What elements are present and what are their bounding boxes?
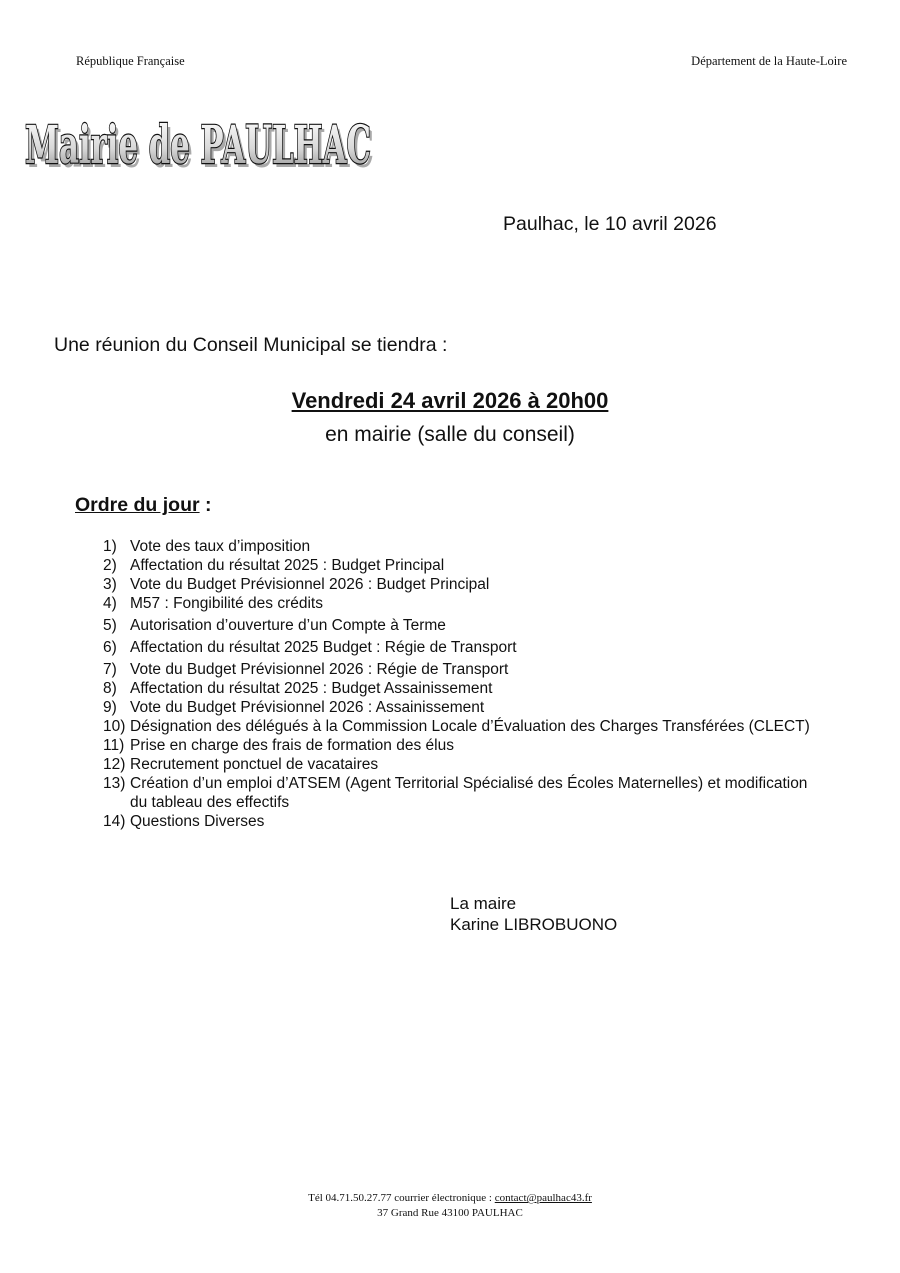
agenda-item bbox=[103, 736, 823, 755]
agenda-item-text: Questions Diverses bbox=[130, 813, 265, 830]
agenda-item-number: 5) bbox=[103, 617, 117, 634]
agenda-item bbox=[103, 537, 823, 556]
meeting-location: en mairie (salle du conseil) bbox=[325, 423, 575, 446]
agenda-item-number: 4) bbox=[103, 595, 117, 612]
agenda-item bbox=[103, 556, 823, 575]
agenda-item-text: Vote du Budget Prévisionnel 2026 : Budget Principal bbox=[130, 576, 490, 593]
agenda-item-number: 1) bbox=[103, 538, 117, 555]
agenda-title-text: Ordre du jour bbox=[75, 494, 200, 516]
agenda-item bbox=[103, 717, 823, 736]
mairie-logo bbox=[14, 103, 376, 185]
agenda-title bbox=[75, 494, 212, 517]
agenda-item-text: Affectation du résultat 2025 Budget : Régie de Transport bbox=[130, 639, 517, 656]
footer-email-link[interactable]: contact@paulhac43.fr bbox=[494, 1192, 592, 1204]
agenda-item-text: Désignation des délégués à la Commission Locale d’Évaluation des Charges Transférées (CLECT) bbox=[130, 718, 810, 735]
agenda-item-text: Création d’un emploi d’ATSEM (Agent Territorial Spécialisé des Écoles Maternelles) et modification du tableau des effectifs bbox=[130, 775, 808, 811]
agenda-item-number: 9) bbox=[103, 699, 117, 716]
agenda-item-number: 14) bbox=[103, 813, 126, 830]
intro-text: Une réunion du Conseil Municipal se tiendra : bbox=[54, 334, 448, 356]
agenda-title-colon: : bbox=[199, 494, 212, 516]
agenda-item bbox=[103, 679, 823, 698]
agenda-item-number: 11) bbox=[103, 737, 125, 754]
agenda-item bbox=[103, 755, 823, 774]
footer-address: 37 Grand Rue 43100 PAULHAC bbox=[377, 1207, 523, 1219]
agenda-item-number: 12) bbox=[103, 756, 126, 773]
agenda-item-text: Vote du Budget Prévisionnel 2026 : Régie de Transport bbox=[130, 661, 509, 678]
agenda-item-number: 7) bbox=[103, 661, 117, 678]
agenda-item-text: Affectation du résultat 2025 : Budget Principal bbox=[130, 557, 445, 574]
agenda-item-number: 3) bbox=[103, 576, 117, 593]
agenda-item-text: Prise en charge des frais de formation des élus bbox=[130, 737, 454, 754]
agenda-item-text: Autorisation d’ouverture d’un Compte à Terme bbox=[130, 617, 446, 634]
svg-text:Mairie de PAULHAC: Mairie de PAULHAC bbox=[28, 119, 374, 180]
header-left-text: République Française bbox=[76, 54, 185, 68]
date-line: Paulhac, le 10 avril 2026 bbox=[503, 213, 717, 235]
meeting-date-text: Vendredi 24 avril 2026 à 20h00 bbox=[291, 388, 609, 413]
signature-title: La maire bbox=[450, 894, 517, 913]
agenda-item-number: 13) bbox=[103, 775, 126, 792]
agenda-item-number: 6) bbox=[103, 639, 117, 656]
agenda-item-text: Vote du Budget Prévisionnel 2026 : Assainissement bbox=[130, 699, 485, 716]
agenda-item-number: 8) bbox=[103, 680, 117, 697]
agenda-item-number: 10) bbox=[103, 718, 126, 735]
meeting-date bbox=[0, 388, 900, 414]
agenda-item bbox=[103, 638, 823, 657]
agenda-item bbox=[103, 594, 823, 613]
header-right-text: Département de la Haute-Loire bbox=[691, 54, 847, 68]
agenda-item bbox=[103, 698, 823, 717]
agenda-item bbox=[103, 575, 823, 594]
signature-name: Karine LIBROBUONO bbox=[450, 915, 618, 934]
agenda-item bbox=[103, 660, 823, 679]
agenda-item bbox=[103, 616, 823, 635]
agenda-item-number: 2) bbox=[103, 557, 117, 574]
agenda-list bbox=[103, 537, 823, 831]
agenda-item-text: Vote des taux d’imposition bbox=[130, 538, 311, 555]
agenda-item-text: M57 : Fongibilité des crédits bbox=[130, 595, 323, 612]
footer bbox=[0, 1191, 900, 1221]
agenda-item bbox=[103, 774, 823, 812]
footer-contact-line bbox=[0, 1191, 900, 1206]
agenda-item bbox=[103, 812, 823, 831]
agenda-item-text: Recrutement ponctuel de vacataires bbox=[130, 756, 379, 773]
footer-phone: Tél 04.71.50.27.77 courrier électronique : bbox=[308, 1192, 495, 1204]
svg-text:Mairie de PAULHAC: Mairie de PAULHAC bbox=[25, 115, 371, 176]
agenda-item-text: Affectation du résultat 2025 : Budget Assainissement bbox=[130, 680, 493, 697]
